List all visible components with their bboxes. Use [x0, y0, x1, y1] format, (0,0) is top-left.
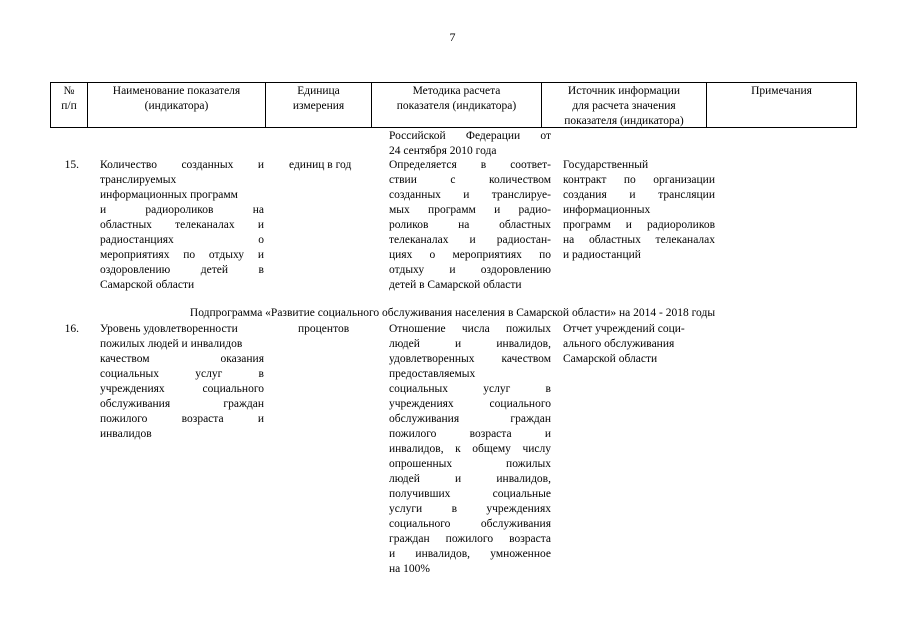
text-line: инвалидов [100, 428, 152, 440]
indicator-name [100, 322, 264, 442]
calculation-method [389, 322, 551, 577]
information-source [563, 322, 715, 367]
header-notes [706, 83, 856, 127]
text-line: Самарской области [100, 279, 195, 291]
text-line: 24 сентября 2010 года [389, 145, 497, 157]
text-line: контракт по организации [563, 174, 715, 186]
text-line: Отчет учреждений соци- [563, 323, 685, 335]
header-number-line: п/п [61, 100, 77, 112]
text-line: и радиостанций [563, 249, 641, 261]
row-number: 15. [64, 159, 79, 171]
text-line: циях о мероприятиях по [389, 249, 551, 261]
text-line: информационных программ [100, 189, 238, 201]
text-line: радиостанциях о [100, 234, 264, 246]
header-source [541, 83, 706, 127]
header-method-line: Методика расчета [412, 85, 501, 97]
header-name-line: (индикатора) [144, 100, 209, 112]
information-source [563, 158, 715, 263]
text-line: и инвалидов, умноженное [389, 548, 551, 560]
text-line: социального обслуживания [389, 518, 551, 530]
method-continuation [389, 129, 551, 159]
page-number: 7 [449, 30, 456, 44]
text-line: получивших социальные [389, 488, 551, 500]
text-line: Российской Федерации от [389, 130, 551, 142]
text-line: создания и трансляции [563, 189, 715, 201]
text-line: Количество созданных и [100, 159, 264, 171]
unit-of-measure: процентов [298, 323, 350, 335]
text-line: на 100% [389, 563, 430, 575]
text-line: и радиороликов на [100, 204, 264, 216]
text-line: социальных услуг в [100, 368, 264, 380]
text-line: услуги в учреждениях [389, 503, 551, 515]
header-source-line: показателя (индикатора) [564, 115, 684, 127]
text-line: созданных и транслируе- [389, 189, 551, 201]
calculation-method [389, 158, 551, 293]
header-source-line: для расчета значения [572, 100, 676, 112]
text-line: учреждениях социального [389, 398, 551, 410]
text-line: опрошенных пожилых [389, 458, 551, 470]
text-line: областных телеканалах и [100, 219, 264, 231]
unit-of-measure: единиц в год [289, 159, 352, 171]
header-unit-line: измерения [292, 100, 345, 112]
text-line: качеством оказания [100, 353, 264, 365]
header-number-line: № [63, 85, 75, 97]
header-method [371, 83, 541, 127]
header-name-line: Наименование показателя [112, 85, 241, 97]
text-line: граждан пожилого возраста [389, 533, 551, 545]
text-line: ствии с количеством [389, 174, 551, 186]
header-method-line: показателя (индикатора) [396, 100, 517, 112]
text-line: учреждениях социального [100, 383, 264, 395]
header-number [51, 83, 87, 127]
text-line: мых программ и радио- [389, 204, 551, 216]
table-header [50, 82, 857, 128]
row-number: 16. [64, 323, 79, 335]
header-unit-line: Единица [297, 85, 340, 97]
text-line: детей в Самарской области [389, 279, 522, 291]
text-line: пожилых людей и инвалидов [100, 338, 243, 350]
text-line: пожилого возраста и [389, 428, 551, 440]
text-line: оздоровлению детей в [100, 264, 264, 276]
text-line: роликов на областных [389, 219, 551, 231]
header-indicator-name [87, 83, 265, 127]
text-line: телеканалах и радиостан- [389, 234, 551, 246]
text-line: мероприятиях по отдыху и [100, 249, 264, 261]
text-line: Определяется в соответ- [389, 159, 551, 171]
text-line: пожилого возраста и [100, 413, 264, 425]
text-line: Отношение числа пожилых [389, 323, 551, 335]
header-source-line: Источник информации [567, 85, 681, 97]
text-line: людей и инвалидов, [389, 338, 551, 350]
text-line: обслуживания граждан [389, 413, 551, 425]
text-line: обслуживания граждан [100, 398, 264, 410]
indicator-name [100, 158, 264, 293]
text-line: предоставляемых [389, 368, 476, 380]
header-unit [265, 83, 371, 127]
text-line: информационных [563, 204, 651, 216]
text-line: ального обслуживания [563, 338, 675, 350]
text-line: программ и радиороликов [563, 219, 715, 231]
text-line: социальных услуг в [389, 383, 551, 395]
text-line: людей и инвалидов, [389, 473, 551, 485]
header-notes-line: Примечания [751, 85, 812, 97]
text-line: Государственный [563, 159, 649, 171]
text-line: Уровень удовлетворенности [100, 323, 238, 335]
text-line: транслируемых [100, 174, 177, 186]
text-line: удовлетворенных качеством [389, 353, 551, 365]
text-line: отдыху и оздоровлению [389, 264, 551, 276]
subprogram-title: Подпрограмма «Развитие социального обслуживания населения в Самарской области» на 2014 - 2018 годы [189, 307, 716, 319]
text-line: инвалидов, к общему числу [389, 443, 551, 455]
text-line: на областных телеканалах [563, 234, 715, 246]
text-line: Самарской области [563, 353, 658, 365]
